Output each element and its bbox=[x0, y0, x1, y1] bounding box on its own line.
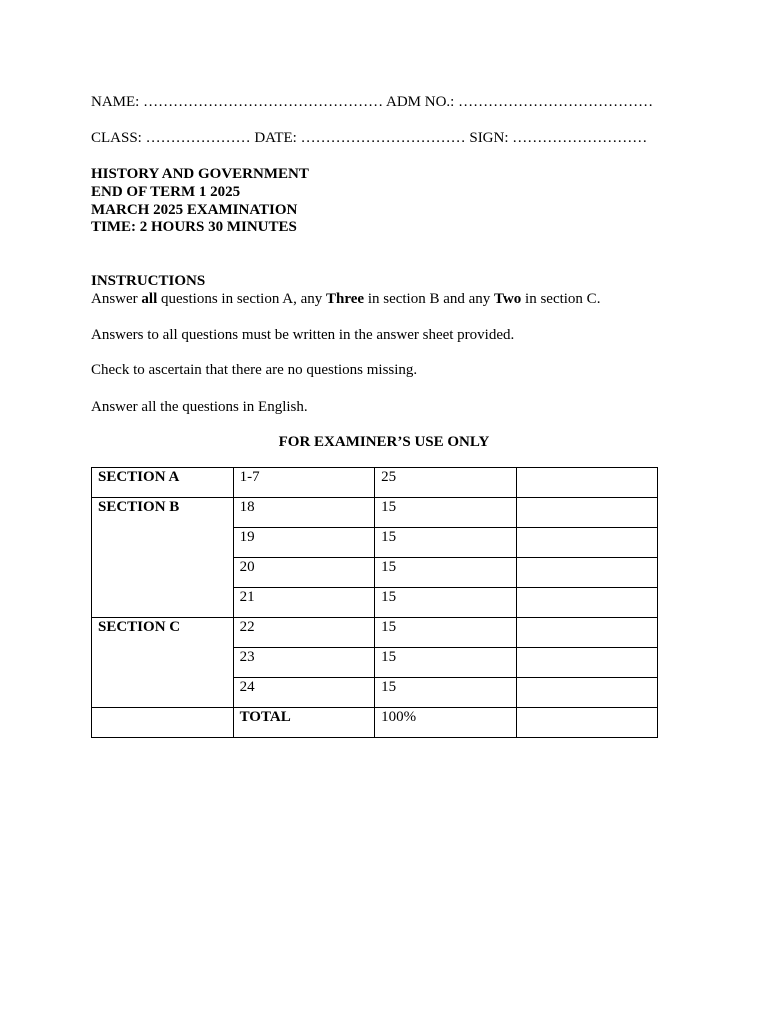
instructions-heading: INSTRUCTIONS bbox=[91, 273, 206, 289]
instruction-check-missing: Check to ascertain that there are no questions missing. bbox=[91, 362, 418, 378]
max-marks-cell: 15 bbox=[375, 648, 516, 678]
examiner-marks-table bbox=[91, 467, 658, 738]
score-cell bbox=[516, 558, 657, 588]
section-c-label: SECTION C bbox=[92, 618, 234, 708]
exam-title: MARCH 2025 EXAMINATION bbox=[91, 202, 298, 218]
section-b-label: SECTION B bbox=[92, 498, 234, 618]
instruction-answer-sheet: Answers to all questions must be written in the answer sheet provided. bbox=[91, 327, 515, 343]
term-title: END OF TERM 1 2025 bbox=[91, 184, 241, 200]
score-cell bbox=[516, 468, 657, 498]
name-adm-line: NAME: ………………………………………… ADM NO.: ………………………………… bbox=[91, 94, 654, 110]
table-row bbox=[92, 468, 658, 498]
instruction-english: Answer all the questions in English. bbox=[91, 399, 308, 415]
max-marks-cell: 15 bbox=[375, 618, 516, 648]
score-cell bbox=[516, 588, 657, 618]
score-cell bbox=[516, 618, 657, 648]
section-a-label: SECTION A bbox=[92, 468, 234, 498]
question-cell: 23 bbox=[233, 648, 375, 678]
score-cell bbox=[516, 678, 657, 708]
instruction-text: Answer bbox=[91, 291, 142, 307]
score-cell bbox=[516, 528, 657, 558]
question-cell: 20 bbox=[233, 558, 375, 588]
max-marks-cell: 15 bbox=[375, 558, 516, 588]
examiner-use-heading: FOR EXAMINER’S USE ONLY bbox=[278, 434, 490, 450]
score-cell bbox=[516, 648, 657, 678]
class-date-sign-line: CLASS: ………………… DATE: …………………………… SIGN: ……………………… bbox=[91, 130, 648, 146]
instruction-text: questions in section A, any bbox=[157, 291, 326, 307]
table-row bbox=[92, 708, 658, 738]
max-marks-cell: 15 bbox=[375, 588, 516, 618]
score-cell bbox=[516, 498, 657, 528]
score-cell bbox=[516, 708, 657, 738]
instruction-answer-sections bbox=[91, 290, 600, 308]
max-marks-cell: 15 bbox=[375, 498, 516, 528]
table-row bbox=[92, 498, 658, 528]
question-cell: 1-7 bbox=[233, 468, 375, 498]
subject-title: HISTORY AND GOVERNMENT bbox=[91, 166, 309, 182]
question-cell: 18 bbox=[233, 498, 375, 528]
total-label: TOTAL bbox=[233, 708, 375, 738]
total-value: 100% bbox=[375, 708, 516, 738]
max-marks-cell: 15 bbox=[375, 528, 516, 558]
max-marks-cell: 15 bbox=[375, 678, 516, 708]
question-cell: 19 bbox=[233, 528, 375, 558]
empty-cell bbox=[92, 708, 234, 738]
table-row bbox=[92, 618, 658, 648]
instruction-text: in section B and any bbox=[364, 291, 495, 307]
question-cell: 21 bbox=[233, 588, 375, 618]
time-allowed: TIME: 2 HOURS 30 MINUTES bbox=[91, 219, 297, 235]
instruction-emphasis: all bbox=[141, 291, 158, 307]
max-marks-cell: 25 bbox=[375, 468, 516, 498]
instruction-emphasis: Three bbox=[326, 291, 365, 307]
instruction-emphasis: Two bbox=[494, 291, 522, 307]
question-cell: 22 bbox=[233, 618, 375, 648]
question-cell: 24 bbox=[233, 678, 375, 708]
instruction-text: in section C. bbox=[521, 291, 601, 307]
